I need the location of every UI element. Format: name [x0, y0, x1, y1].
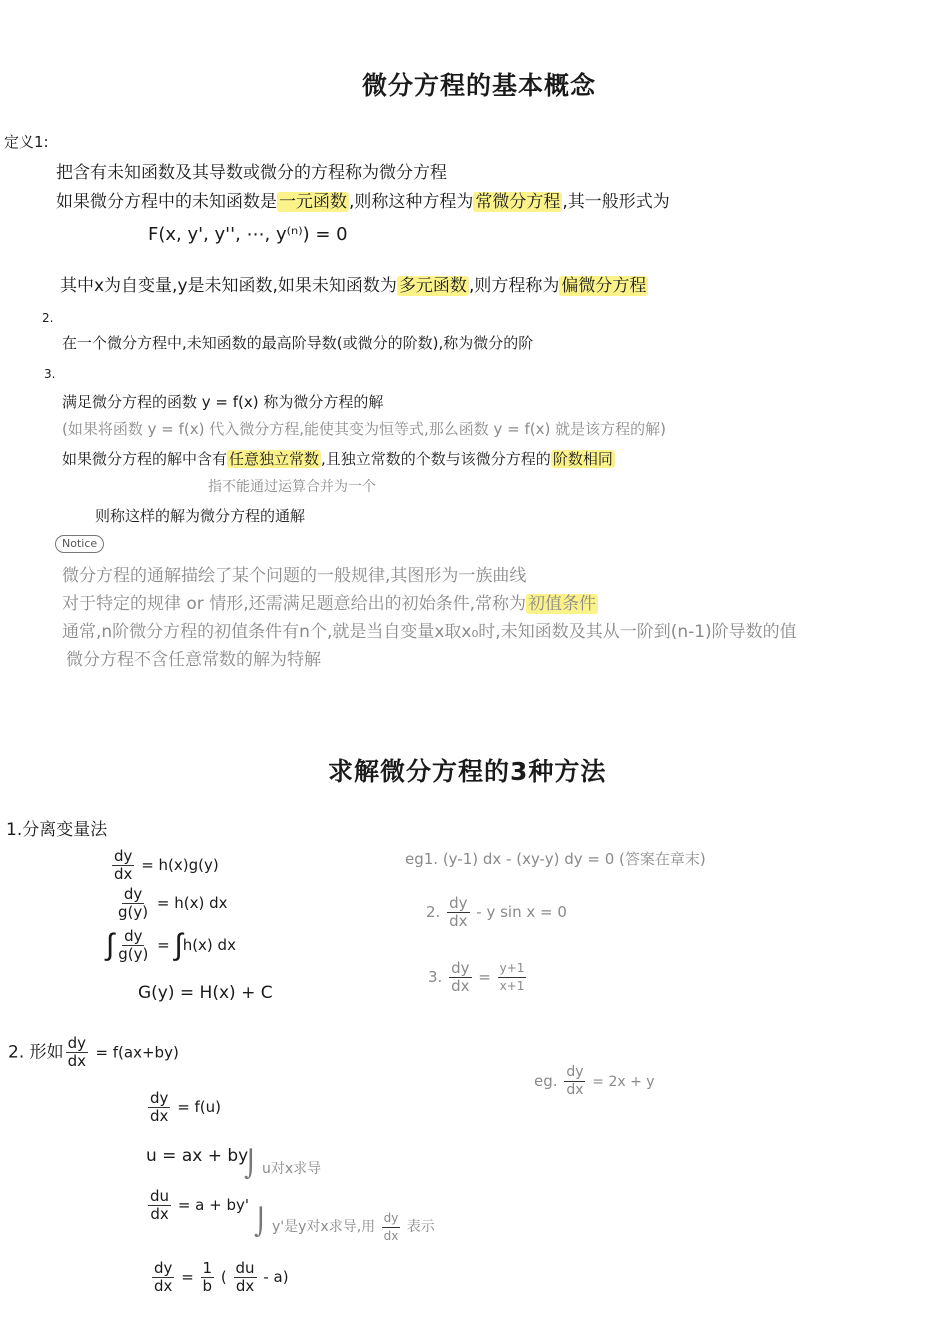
general-form-formula: F(x, y', y'', ⋯, y⁽ⁿ⁾) = 0: [148, 224, 348, 245]
frac-den: g(y): [118, 903, 149, 921]
method2-heading: [8, 1035, 179, 1070]
frac-den: g(y): [118, 945, 149, 963]
def3-line3-text-b: ,且独立常数的个数与该微分方程的: [321, 450, 551, 468]
def1-line3: [60, 271, 648, 296]
def1-line3-text-b: ,则方程称为: [468, 276, 560, 296]
frac-den: dx: [449, 912, 468, 930]
step3-note-text-a: y'是y对x求导,用: [272, 1219, 376, 1235]
frac-num: dy: [566, 1064, 584, 1080]
frac-den: dx: [150, 1107, 169, 1125]
step4-tail: - a): [263, 1268, 289, 1286]
frac-num: dy: [123, 885, 143, 903]
frac-num: y+1: [498, 960, 527, 978]
highlight-multivariate-function: 多元函数: [398, 276, 467, 296]
method2-step2: u = ax + by: [146, 1146, 249, 1166]
method2-step3-note: [254, 1208, 435, 1245]
frac-den: dx: [451, 977, 470, 995]
eq2-rhs: = h(x) dx: [156, 894, 228, 912]
frac-num: dy: [449, 894, 468, 912]
highlight-ode: 常微分方程: [475, 192, 561, 212]
highlight-independent-constants: 任意独立常数: [229, 450, 320, 468]
frac-den: dx: [114, 865, 133, 883]
section-title-methods: 求解微分方程的3种方法: [328, 757, 607, 786]
notice-line4: 微分方程不含任意常数的解为特解: [66, 650, 321, 670]
def1-line3-text-a: 其中x为自变量,y是未知函数,如果未知函数为: [60, 276, 397, 296]
example2-number: 2.: [426, 903, 441, 921]
frac-den: b: [202, 1277, 213, 1295]
def1-line2: [56, 187, 670, 212]
method1-eq3: [106, 928, 236, 963]
notice-line2: [62, 589, 598, 614]
step3-note-text-b: 表示: [406, 1219, 435, 1235]
def3-line3: [62, 448, 615, 469]
def1-line2-text-a: 如果微分方程中的未知函数是: [56, 192, 277, 212]
left-paren: (: [220, 1268, 227, 1286]
example-rhs: = 2x + y: [592, 1074, 655, 1090]
frac-den: x+1: [499, 979, 525, 993]
frac-den: dx: [150, 1205, 169, 1223]
method1-heading: 1.分离变量法: [6, 820, 108, 840]
frac-num: 1: [202, 1259, 213, 1277]
def2-line: 在一个微分方程中,未知函数的最高阶导数(或微分的阶数),称为微分的阶: [62, 334, 534, 352]
method1-result: G(y) = H(x) + C: [138, 983, 273, 1003]
example-method2: [534, 1064, 655, 1099]
example2-rhs: - y sin x = 0: [476, 903, 567, 921]
frac-den: dx: [566, 1082, 584, 1098]
def3-line1: 满足微分方程的函数 y = f(x) 称为微分方程的解: [62, 393, 384, 411]
method2-step2-note: [244, 1150, 321, 1180]
step1-rhs: = f(u): [177, 1098, 222, 1116]
def3-note: 指不能通过运算合并为一个: [208, 479, 376, 495]
equals-sign: =: [157, 936, 170, 954]
method2-step1: [146, 1090, 221, 1125]
equals-sign: =: [478, 968, 491, 986]
def3-line2: (如果将函数 y = f(x) 代入微分方程,能使其变为恒等式,那么函数 y = f(x) 就是该方程的解): [62, 420, 667, 438]
curly-bracket-icon: ⌡: [254, 1208, 268, 1238]
highlight-unary-function: 一元函数: [279, 192, 347, 212]
method2-step4: [150, 1260, 289, 1295]
frac-den: dx: [154, 1277, 173, 1295]
frac-num: dy: [150, 1089, 169, 1107]
notice-line3: 通常,n阶微分方程的初值条件有n个,就是当自变量x取x₀时,未知函数及其从一阶到(n-1)阶导数的值: [62, 622, 797, 642]
frac-den: dx: [67, 1052, 87, 1070]
page-title: 微分方程的基本概念: [362, 71, 597, 100]
frac-num: du: [235, 1259, 255, 1277]
example1: eg1. (y-1) dx - (xy-y) dy = 0 (答案在章末): [405, 850, 706, 868]
frac-den: dx: [383, 1228, 399, 1243]
equals-sign: =: [181, 1268, 194, 1286]
notice-badge: Notice: [55, 535, 104, 553]
def1-line1: 把含有未知函数及其导数或微分的方程称为微分方程: [56, 163, 447, 183]
example3-number: 3.: [428, 968, 443, 986]
method1-eq2: [114, 886, 227, 921]
integral-sign: ∫: [106, 927, 115, 963]
method1-eq1: [110, 848, 219, 883]
def3-label: 3.: [44, 367, 56, 381]
method2-heading-rhs: = f(ax+by): [95, 1043, 179, 1062]
example3: [428, 960, 528, 995]
frac-num: du: [150, 1187, 170, 1205]
curly-bracket-icon: ⌡: [244, 1150, 258, 1180]
frac-num: dy: [67, 1034, 87, 1052]
notice-line1: 微分方程的通解描绘了某个问题的一般规律,其图形为一族曲线: [62, 566, 527, 586]
frac-num: dy: [114, 847, 133, 865]
eq3-rhs: h(x) dx: [182, 936, 236, 954]
step2-note-text: u对x求导: [262, 1161, 322, 1177]
example2: [426, 895, 567, 930]
integral-sign: ∫: [174, 927, 183, 963]
def3-line3-text-a: 如果微分方程的解中含有: [62, 450, 228, 468]
frac-num: dy: [124, 927, 143, 945]
method2-heading-text: 2. 形如: [8, 1042, 64, 1063]
frac-num: dy: [451, 959, 470, 977]
step3-rhs: = a + by': [177, 1196, 249, 1214]
frac-num: dy: [382, 1210, 401, 1228]
method2-step3: [146, 1188, 249, 1223]
highlight-initial-condition: 初值条件: [528, 594, 597, 614]
def1-line2-text-b: ,则称这种方程为: [349, 192, 474, 212]
def2-label: 2.: [42, 311, 54, 325]
example-label: eg.: [534, 1072, 558, 1090]
notice-line2-text: 对于特定的规律 or 情形,还需满足题意给出的初始条件,常称为: [62, 594, 527, 614]
def1-label: 定义1:: [4, 133, 49, 151]
frac-den: dx: [235, 1277, 255, 1295]
highlight-same-order: 阶数相同: [552, 450, 613, 468]
def3-line4: 则称这样的解为微分方程的通解: [95, 507, 306, 525]
frac-num: dy: [154, 1259, 173, 1277]
eq1-rhs: = h(x)g(y): [141, 856, 219, 874]
def1-line2-text-c: ,其一般形式为: [562, 192, 670, 212]
highlight-pde: 偏微分方程: [561, 276, 647, 296]
